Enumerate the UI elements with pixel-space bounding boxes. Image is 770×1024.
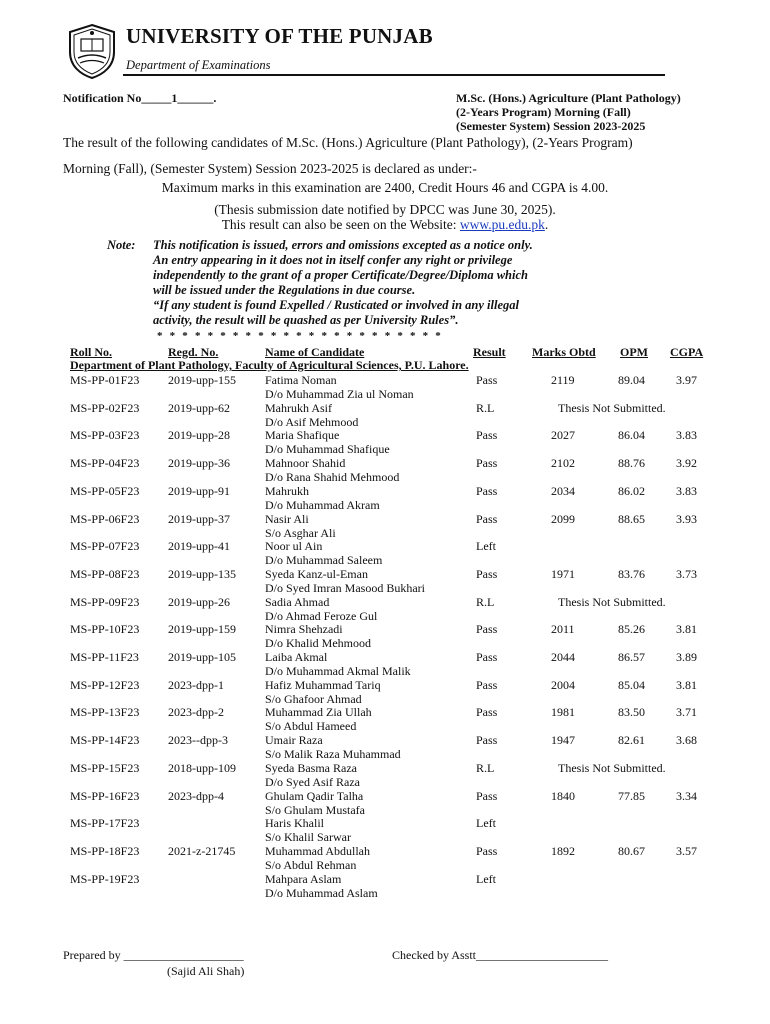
cell-roll: MS-PP-14F23	[70, 733, 140, 748]
cell-opm: 77.85	[618, 788, 645, 803]
program-line: M.Sc. (Hons.) Agriculture (Plant Pathology)	[456, 91, 681, 105]
prepared-by-name: (Sajid Ali Shah)	[167, 964, 245, 978]
cell-parent: D/o Muhammad Aslam	[265, 885, 378, 900]
cell-opm: 83.76	[618, 566, 645, 581]
thesis-date-line: (Thesis submission date notified by DPCC was June 30, 2025).	[214, 202, 556, 217]
header-result: Result	[473, 345, 506, 359]
cell-roll: MS-PP-11F23	[70, 650, 139, 664]
cell-regd: 2019-upp-26	[168, 594, 230, 609]
cell-result: R.L	[476, 594, 495, 609]
cell-result: R.L	[476, 400, 495, 415]
cell-result: Pass	[476, 677, 498, 692]
cell-name: Laiba Akmal	[265, 650, 328, 664]
cell-name: Muhammad Abdullah	[265, 843, 370, 858]
cell-opm: 85.04	[618, 677, 645, 692]
cell-marks: 2044	[551, 650, 575, 664]
cell-parent: D/o Syed Asif Raza	[265, 774, 360, 789]
cell-name: Haris Khalil	[265, 816, 324, 831]
cell-regd: 2019-upp-155	[168, 373, 236, 387]
cell-result: Pass	[476, 650, 498, 664]
header-roll-no: Roll No.	[70, 345, 112, 359]
cell-name: Umair Raza	[265, 733, 323, 748]
cell-parent: D/o Asif Mehmood	[265, 414, 359, 429]
cell-roll: MS-PP-17F23	[70, 816, 140, 831]
cell-name: Muhammad Zia Ullah	[265, 705, 372, 720]
cell-result: Left	[476, 539, 496, 554]
cell-opm: 88.65	[618, 511, 645, 526]
cell-opm: 89.04	[618, 373, 645, 387]
cell-regd: 2019-upp-36	[168, 456, 230, 471]
cell-parent: D/o Syed Imran Masood Bukhari	[265, 580, 425, 595]
cell-name: Nasir Ali	[265, 511, 309, 526]
cell-name: Ghulam Qadir Talha	[265, 788, 364, 803]
cell-regd: 2019-upp-135	[168, 566, 236, 581]
program-line: (2-Years Program) Morning (Fall)	[456, 105, 631, 119]
cell-name: Mahpara Aslam	[265, 871, 342, 886]
cell-remark: Thesis Not Submitted.	[558, 400, 666, 415]
website-prefix: This result can also be seen on the Website:	[221, 217, 460, 232]
cell-opm: 83.50	[618, 705, 645, 720]
cell-cgpa: 3.34	[676, 788, 697, 803]
cell-name: Sadia Ahmad	[265, 594, 330, 609]
cell-marks: 2102	[551, 456, 575, 471]
cell-regd: 2019-upp-62	[168, 400, 230, 415]
cell-result: Pass	[476, 483, 498, 498]
prepared-by: Prepared by ____________________	[63, 948, 244, 962]
cell-parent: D/o Ahmad Feroze Gul	[265, 608, 378, 623]
cell-roll: MS-PP-15F23	[70, 760, 140, 775]
cell-cgpa: 3.81	[676, 622, 697, 637]
cell-cgpa: 3.92	[676, 456, 697, 471]
department-line: Department of Plant Pathology, Faculty of Agricultural Sciences, P.U. Lahore.	[70, 358, 469, 372]
cell-parent: D/o Muhammad Akram	[265, 497, 380, 512]
cell-regd: 2019-upp-41	[168, 539, 230, 554]
header-regd-no: Regd. No.	[168, 345, 219, 359]
cell-roll: MS-PP-05F23	[70, 483, 140, 498]
cell-parent: S/o Ghulam Mustafa	[265, 802, 365, 817]
cell-roll: MS-PP-06F23	[70, 511, 140, 526]
cell-parent: S/o Abdul Hameed	[265, 719, 357, 734]
cell-result: Pass	[476, 428, 498, 443]
intro-line-2: Morning (Fall), (Semester System) Session 2023-2025 is declared as under:-	[63, 161, 477, 176]
cell-name: Hafiz Muhammad Tariq	[265, 677, 381, 692]
cell-regd: 2023--dpp-3	[168, 733, 228, 748]
cell-roll: MS-PP-08F23	[70, 566, 140, 581]
intro-line-1: The result of the following candidates of M.Sc. (Hons.) Agriculture (Plant Pathology), (2-Years Program)	[63, 135, 633, 150]
program-block	[456, 91, 681, 133]
cell-roll: MS-PP-07F23	[70, 539, 140, 554]
cell-regd: 2019-upp-159	[168, 622, 236, 637]
header-marks: Marks Obtd	[532, 345, 596, 359]
header-name: Name of Candidate	[265, 345, 365, 359]
header-opm: OPM	[620, 345, 648, 359]
note-label: Note:	[107, 238, 136, 252]
cell-marks: 1971	[551, 566, 575, 581]
department-subtitle: Department of Examinations	[126, 58, 271, 72]
cell-roll: MS-PP-04F23	[70, 456, 140, 471]
cell-cgpa: 3.83	[676, 428, 697, 443]
note-body	[153, 238, 633, 328]
website-suffix: .	[544, 217, 549, 232]
cell-opm: 86.57	[618, 650, 645, 664]
cell-marks: 1947	[551, 733, 575, 748]
cell-regd: 2023-dpp-2	[168, 705, 224, 720]
note-line: This notification is issued, errors and omissions excepted as a notice only.	[153, 238, 533, 252]
cell-regd: 2019-upp-28	[168, 428, 230, 443]
cell-name: Mahrukh	[265, 483, 309, 498]
cell-marks: 1981	[551, 705, 575, 720]
cell-parent: S/o Abdul Rehman	[265, 857, 357, 872]
cell-result: Pass	[476, 373, 498, 387]
cell-opm: 85.26	[618, 622, 645, 637]
note-line: An entry appearing in it does not in itself confer any right or privilege	[153, 253, 513, 267]
cell-result: Pass	[476, 843, 498, 858]
note-line: will be issued under the Regulations in due course.	[153, 283, 416, 297]
cell-parent: S/o Khalil Sarwar	[265, 830, 351, 845]
cell-opm: 82.61	[618, 733, 645, 748]
cell-result: Pass	[476, 456, 498, 471]
cell-parent: D/o Muhammad Zia ul Noman	[265, 387, 414, 401]
cell-regd: 2019-upp-37	[168, 511, 230, 526]
cell-opm: 86.04	[618, 428, 645, 443]
cell-cgpa: 3.68	[676, 733, 697, 748]
note-line: independently to the grant of a proper Certificate/Degree/Diploma which	[153, 268, 528, 282]
checked-by: Checked by Asstt______________________	[392, 948, 608, 962]
cell-roll: MS-PP-03F23	[70, 428, 140, 443]
note-line: “If any student is found Expelled / Rusticated or involved in any illegal	[153, 298, 519, 312]
cell-name: Mahnoor Shahid	[265, 456, 346, 471]
website-link[interactable]: www.pu.edu.pk	[459, 217, 545, 232]
cell-marks: 2004	[551, 677, 575, 692]
cell-name: Syeda Kanz-ul-Eman	[265, 566, 368, 581]
cell-regd: 2019-upp-105	[168, 650, 236, 664]
cell-cgpa: 3.73	[676, 566, 697, 581]
university-title: UNIVERSITY OF THE PUNJAB	[126, 24, 433, 48]
cell-result: Pass	[476, 622, 498, 637]
cell-roll: MS-PP-12F23	[70, 677, 140, 692]
cell-opm: 88.76	[618, 456, 645, 471]
note-line: activity, the result will be quashed as per University Rules”.	[153, 313, 459, 327]
cell-remark: Thesis Not Submitted.	[558, 760, 666, 775]
cell-result: Pass	[476, 788, 498, 803]
cell-marks: 1840	[551, 788, 575, 803]
cell-cgpa: 3.81	[676, 677, 697, 692]
cell-roll: MS-PP-01F23	[70, 373, 140, 387]
cell-cgpa: 3.97	[676, 373, 697, 387]
website-line	[0, 217, 770, 233]
cell-regd: 2019-upp-91	[168, 483, 230, 498]
cell-marks: 2027	[551, 428, 575, 443]
cell-cgpa: 3.57	[676, 843, 697, 858]
cell-name: Maria Shafique	[265, 428, 340, 443]
cell-cgpa: 3.89	[676, 650, 697, 664]
cell-result: Left	[476, 816, 496, 831]
cell-roll: MS-PP-18F23	[70, 843, 140, 858]
cell-marks: 2011	[551, 622, 575, 637]
cell-name: Syeda Basma Raza	[265, 760, 357, 775]
cell-remark: Thesis Not Submitted.	[558, 594, 666, 609]
cell-result: Left	[476, 871, 496, 886]
cell-cgpa: 3.83	[676, 483, 697, 498]
cell-regd: 2023-dpp-4	[168, 788, 224, 803]
cell-roll: MS-PP-19F23	[70, 871, 140, 886]
cell-parent: D/o Muhammad Akmal Malik	[265, 664, 411, 678]
cell-name: Mahrukh Asif	[265, 400, 332, 415]
cell-name: Noor ul Ain	[265, 539, 323, 554]
cell-marks: 2099	[551, 511, 575, 526]
cell-regd: 2023-dpp-1	[168, 677, 224, 692]
program-line: (Semester System) Session 2023-2025	[456, 119, 646, 133]
cell-marks: 2034	[551, 483, 575, 498]
cell-result: Pass	[476, 511, 498, 526]
cell-parent: D/o Muhammad Saleem	[265, 553, 383, 568]
stars-divider: * * * * * * * * * * * * * * * * * * * * * * *	[157, 330, 443, 342]
cell-name: Fatima Noman	[265, 373, 337, 387]
cell-result: Pass	[476, 566, 498, 581]
cell-cgpa: 3.93	[676, 511, 697, 526]
university-seal-icon	[64, 22, 120, 80]
cell-parent: S/o Malik Raza Muhammad	[265, 747, 401, 762]
cell-opm: 80.67	[618, 843, 645, 858]
header-cgpa: CGPA	[670, 345, 704, 359]
cell-result: Pass	[476, 705, 498, 720]
cell-roll: MS-PP-13F23	[70, 705, 140, 720]
cell-marks: 1892	[551, 843, 575, 858]
cell-name: Nimra Shehzadi	[265, 622, 343, 637]
max-marks-line: Maximum marks in this examination are 2400, Credit Hours 46 and CGPA is 4.00.	[161, 180, 609, 195]
cell-regd: 2021-z-21745	[168, 843, 236, 858]
cell-parent: D/o Rana Shahid Mehmood	[265, 470, 400, 485]
cell-roll: MS-PP-10F23	[70, 622, 140, 637]
cell-marks: 2119	[551, 373, 575, 387]
header-divider	[123, 74, 665, 76]
cell-parent: D/o Muhammad Shafique	[265, 442, 390, 457]
cell-parent: S/o Asghar Ali	[265, 525, 336, 540]
cell-cgpa: 3.71	[676, 705, 697, 720]
cell-roll: MS-PP-09F23	[70, 594, 140, 609]
cell-roll: MS-PP-16F23	[70, 788, 140, 803]
cell-result: R.L	[476, 760, 495, 775]
cell-regd: 2018-upp-109	[168, 760, 236, 775]
cell-roll: MS-PP-02F23	[70, 400, 140, 415]
cell-parent: S/o Ghafoor Ahmad	[265, 691, 362, 706]
cell-parent: D/o Khalid Mehmood	[265, 636, 371, 651]
notification-number: Notification No_____1______.	[63, 91, 217, 105]
cell-opm: 86.02	[618, 483, 645, 498]
cell-result: Pass	[476, 733, 498, 748]
